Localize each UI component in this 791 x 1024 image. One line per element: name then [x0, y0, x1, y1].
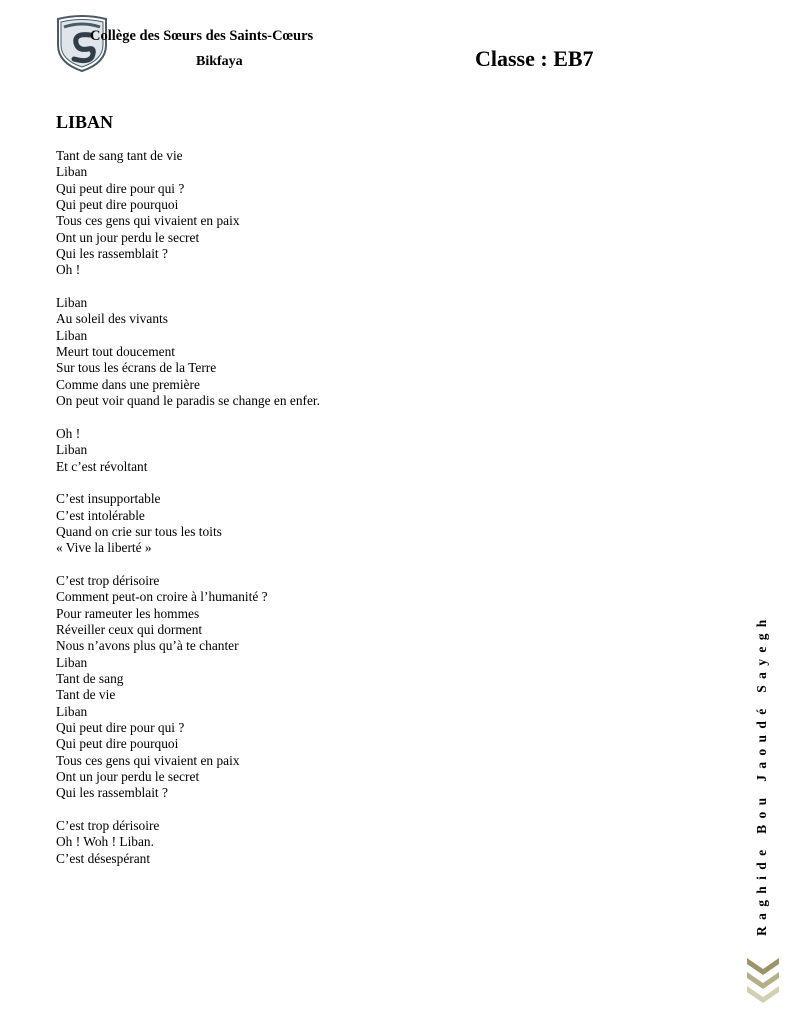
poem-line: Oh !: [56, 425, 81, 441]
poem-line: Qui les rassemblait ?: [56, 246, 168, 262]
poem-line: Tous ces gens qui vivaient en paix: [56, 752, 240, 768]
poem-line: Liban: [56, 164, 88, 180]
stanza-break: [56, 557, 320, 573]
poem-line: Liban: [56, 654, 88, 670]
poem-line: Et c’est révoltant: [56, 458, 148, 474]
poem-line: Qui peut dire pour qui ?: [56, 180, 185, 196]
poem-line: Au soleil des vivants: [56, 311, 168, 327]
poem-line: C’est intolérable: [56, 507, 145, 523]
poem-line: C’est insupportable: [56, 491, 161, 507]
poem-line: Oh !: [56, 262, 81, 278]
stanza-break: [56, 410, 320, 426]
stanza-break: [56, 802, 320, 818]
poem-line: Qui peut dire pourquoi: [56, 736, 179, 752]
poem-line: Sur tous les écrans de la Terre: [56, 360, 217, 376]
poem-line: Qui peut dire pour qui ?: [56, 720, 185, 736]
author-name: Raghide Bou Jaoudé Sayegh: [754, 613, 769, 936]
school-town: Bikfaya: [196, 54, 243, 69]
poem-line: « Vive la liberté »: [56, 540, 152, 556]
poem-line: Liban: [56, 327, 88, 343]
poem-line: Réveiller ceux qui dorment: [56, 621, 203, 637]
poem-line: On peut voir quand le paradis se change en enfer.: [56, 393, 320, 409]
poem-line: Pour rameuter les hommes: [56, 605, 200, 621]
poem-line: C’est trop dérisoire: [56, 818, 160, 834]
poem-line: Liban: [56, 295, 88, 311]
poem-line: Nous n’avons plus qu’à te chanter: [56, 638, 239, 654]
stanza-break: [56, 279, 320, 295]
poem-line: Quand on crie sur tous les toits: [56, 523, 222, 539]
poem-line: Comment peut-on croire à l’humanité ?: [56, 589, 268, 605]
poem-line: Liban: [56, 442, 88, 458]
poem-line: Comme dans une première: [56, 376, 200, 392]
school-name: Collège des Sœurs des Saints-Cœurs: [90, 28, 314, 44]
poem-line: Ont un jour perdu le secret: [56, 769, 200, 785]
poem-line: Tant de sang tant de vie: [56, 148, 183, 163]
poem-body: [56, 148, 320, 867]
poem-line: C’est trop dérisoire: [56, 572, 160, 588]
poem-line: Tant de sang: [56, 671, 124, 686]
poem-line: Tous ces gens qui vivaient en paix: [56, 213, 240, 229]
stanza-break: [56, 475, 320, 491]
chevron-down-stack-icon: [744, 956, 782, 1006]
poem-line: Liban: [56, 703, 88, 719]
poem-line: Tant de vie: [56, 687, 116, 703]
poem-line: Ont un jour perdu le secret: [56, 229, 200, 245]
poem-line: Meurt tout doucement: [56, 344, 175, 360]
poem-line: C’est désespérant: [56, 850, 151, 866]
poem-line: Qui les rassemblait ?: [56, 785, 168, 801]
class-label: Classe : EB7: [475, 46, 594, 71]
poem-line: Oh ! Woh ! Liban.: [56, 834, 154, 850]
poem-line: Qui peut dire pourquoi: [56, 197, 179, 213]
poem-title: LIBAN: [56, 112, 114, 132]
